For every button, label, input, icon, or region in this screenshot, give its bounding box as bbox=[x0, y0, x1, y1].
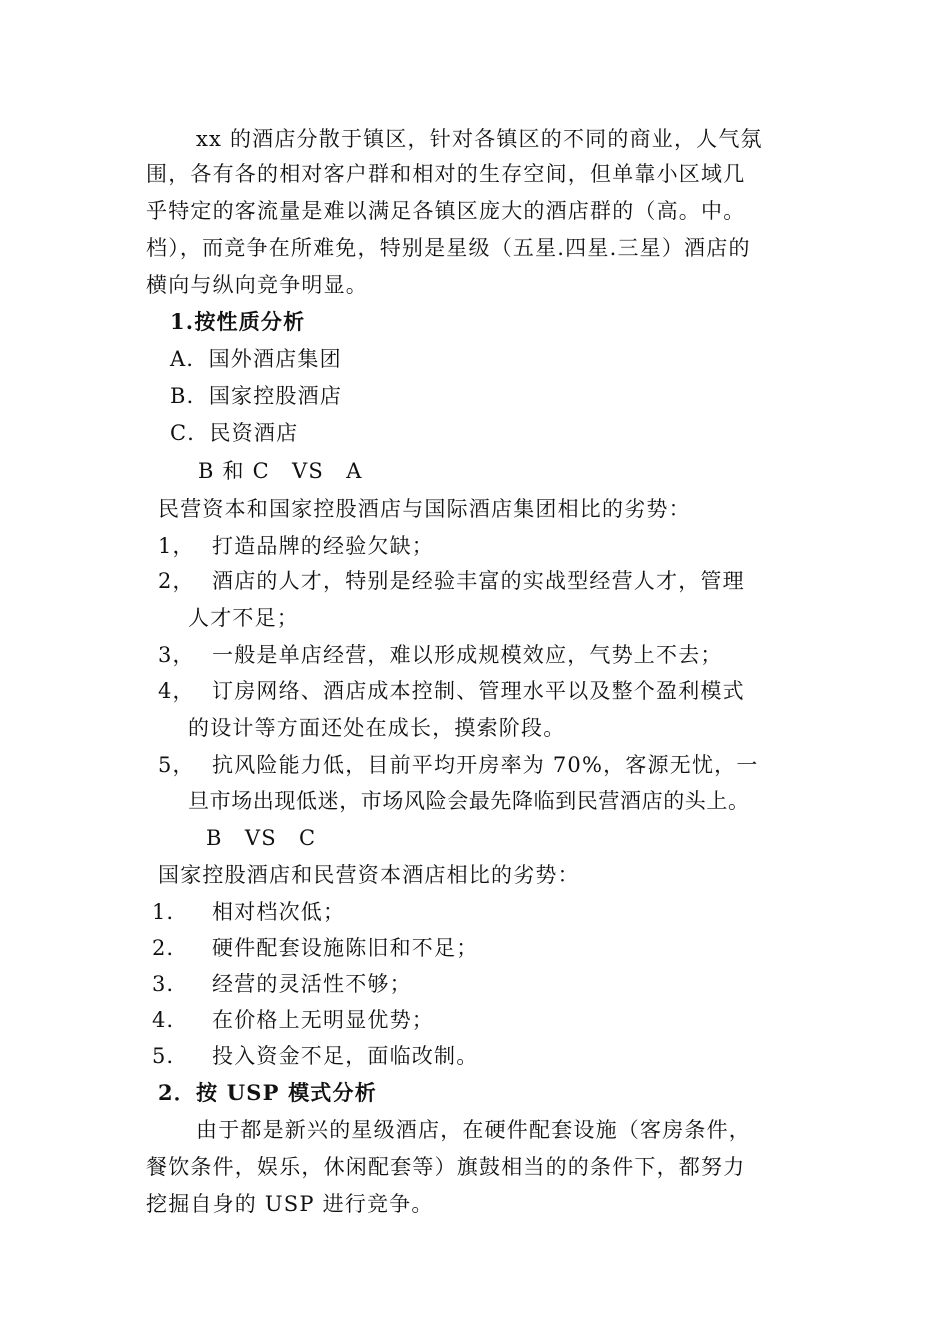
compare2-lead: 国家控股酒店和民营资本酒店相比的劣势： bbox=[158, 863, 580, 887]
list-text: 硬件配套设施陈旧和不足； bbox=[212, 936, 479, 960]
list-number: 5． bbox=[152, 1044, 189, 1068]
intro-line: 围，各有各的相对客户群和相对的生存空间，但单靠小区域几 bbox=[146, 162, 746, 186]
intro-line: 乎特定的客流量是难以满足各镇区庞大的酒店群的（高。中。 bbox=[146, 199, 746, 223]
list-item bbox=[158, 531, 434, 561]
list-item bbox=[158, 566, 745, 596]
intro-line: 档），而竞争在所难免，特别是星级（五星.四星.三星）酒店的 bbox=[146, 236, 751, 260]
list-text: 酒店的人才，特别是经验丰富的实战型经营人才，管理 bbox=[212, 569, 745, 593]
list-number: 2， bbox=[158, 569, 195, 593]
list-text: 在价格上无明显优势； bbox=[212, 1008, 434, 1032]
list-text-continued: 的设计等方面还处在成长，摸索阶段。 bbox=[188, 716, 566, 740]
type-item: A．国外酒店集团 bbox=[170, 347, 342, 371]
list-text: 经营的灵活性不够； bbox=[212, 972, 412, 996]
list-number: 3． bbox=[152, 972, 189, 996]
compare2-title: B VS C bbox=[206, 826, 317, 850]
list-number: 2． bbox=[152, 936, 189, 960]
list-text: 抗风险能力低，目前平均开房率为 70%，客源无忧，一 bbox=[212, 753, 759, 777]
list-text: 相对档次低； bbox=[212, 900, 346, 924]
list-item bbox=[158, 676, 745, 706]
list-number: 5， bbox=[158, 753, 195, 777]
intro-line: 横向与纵向竞争明显。 bbox=[146, 273, 368, 297]
list-number: 4． bbox=[152, 1008, 189, 1032]
list-text-continued: 旦市场出现低迷，市场风险会最先降临到民营酒店的头上。 bbox=[188, 789, 750, 813]
section1-heading: 1.按性质分析 bbox=[170, 309, 306, 334]
list-item bbox=[152, 1041, 478, 1071]
list-text-continued: 人才不足； bbox=[188, 606, 299, 630]
section2-heading: 2．按 USP 模式分析 bbox=[158, 1080, 377, 1105]
type-item: B．国家控股酒店 bbox=[170, 384, 343, 408]
list-item bbox=[152, 1005, 434, 1035]
list-item bbox=[152, 933, 478, 963]
type-item: C．民资酒店 bbox=[170, 421, 299, 445]
list-text: 打造品牌的经验欠缺； bbox=[212, 534, 434, 558]
section2-paragraph-line: 挖掘自身的 USP 进行竞争。 bbox=[146, 1192, 434, 1216]
list-item bbox=[152, 897, 345, 927]
compare1-lead: 民营资本和国家控股酒店与国际酒店集团相比的劣势： bbox=[158, 497, 691, 521]
compare1-title: B 和 C VS A bbox=[198, 459, 363, 483]
list-number: 1， bbox=[158, 534, 195, 558]
list-item bbox=[152, 969, 412, 999]
list-item bbox=[158, 640, 723, 670]
list-text: 一般是单店经营，难以形成规模效应，气势上不去； bbox=[212, 643, 723, 667]
section2-paragraph-line: 由于都是新兴的星级酒店，在硬件配套设施（客房条件， bbox=[196, 1118, 751, 1142]
list-number: 4， bbox=[158, 679, 195, 703]
list-text: 订房网络、酒店成本控制、管理水平以及整个盈利模式 bbox=[212, 679, 745, 703]
intro-line: xx 的酒店分散于镇区，针对各镇区的不同的商业，人气氛 bbox=[196, 127, 763, 151]
list-text: 投入资金不足，面临改制。 bbox=[212, 1044, 479, 1068]
list-number: 1． bbox=[152, 900, 189, 924]
section2-paragraph-line: 餐饮条件，娱乐，休闲配套等）旗鼓相当的的条件下，都努力 bbox=[146, 1155, 746, 1179]
list-item bbox=[158, 750, 759, 780]
list-number: 3， bbox=[158, 643, 195, 667]
